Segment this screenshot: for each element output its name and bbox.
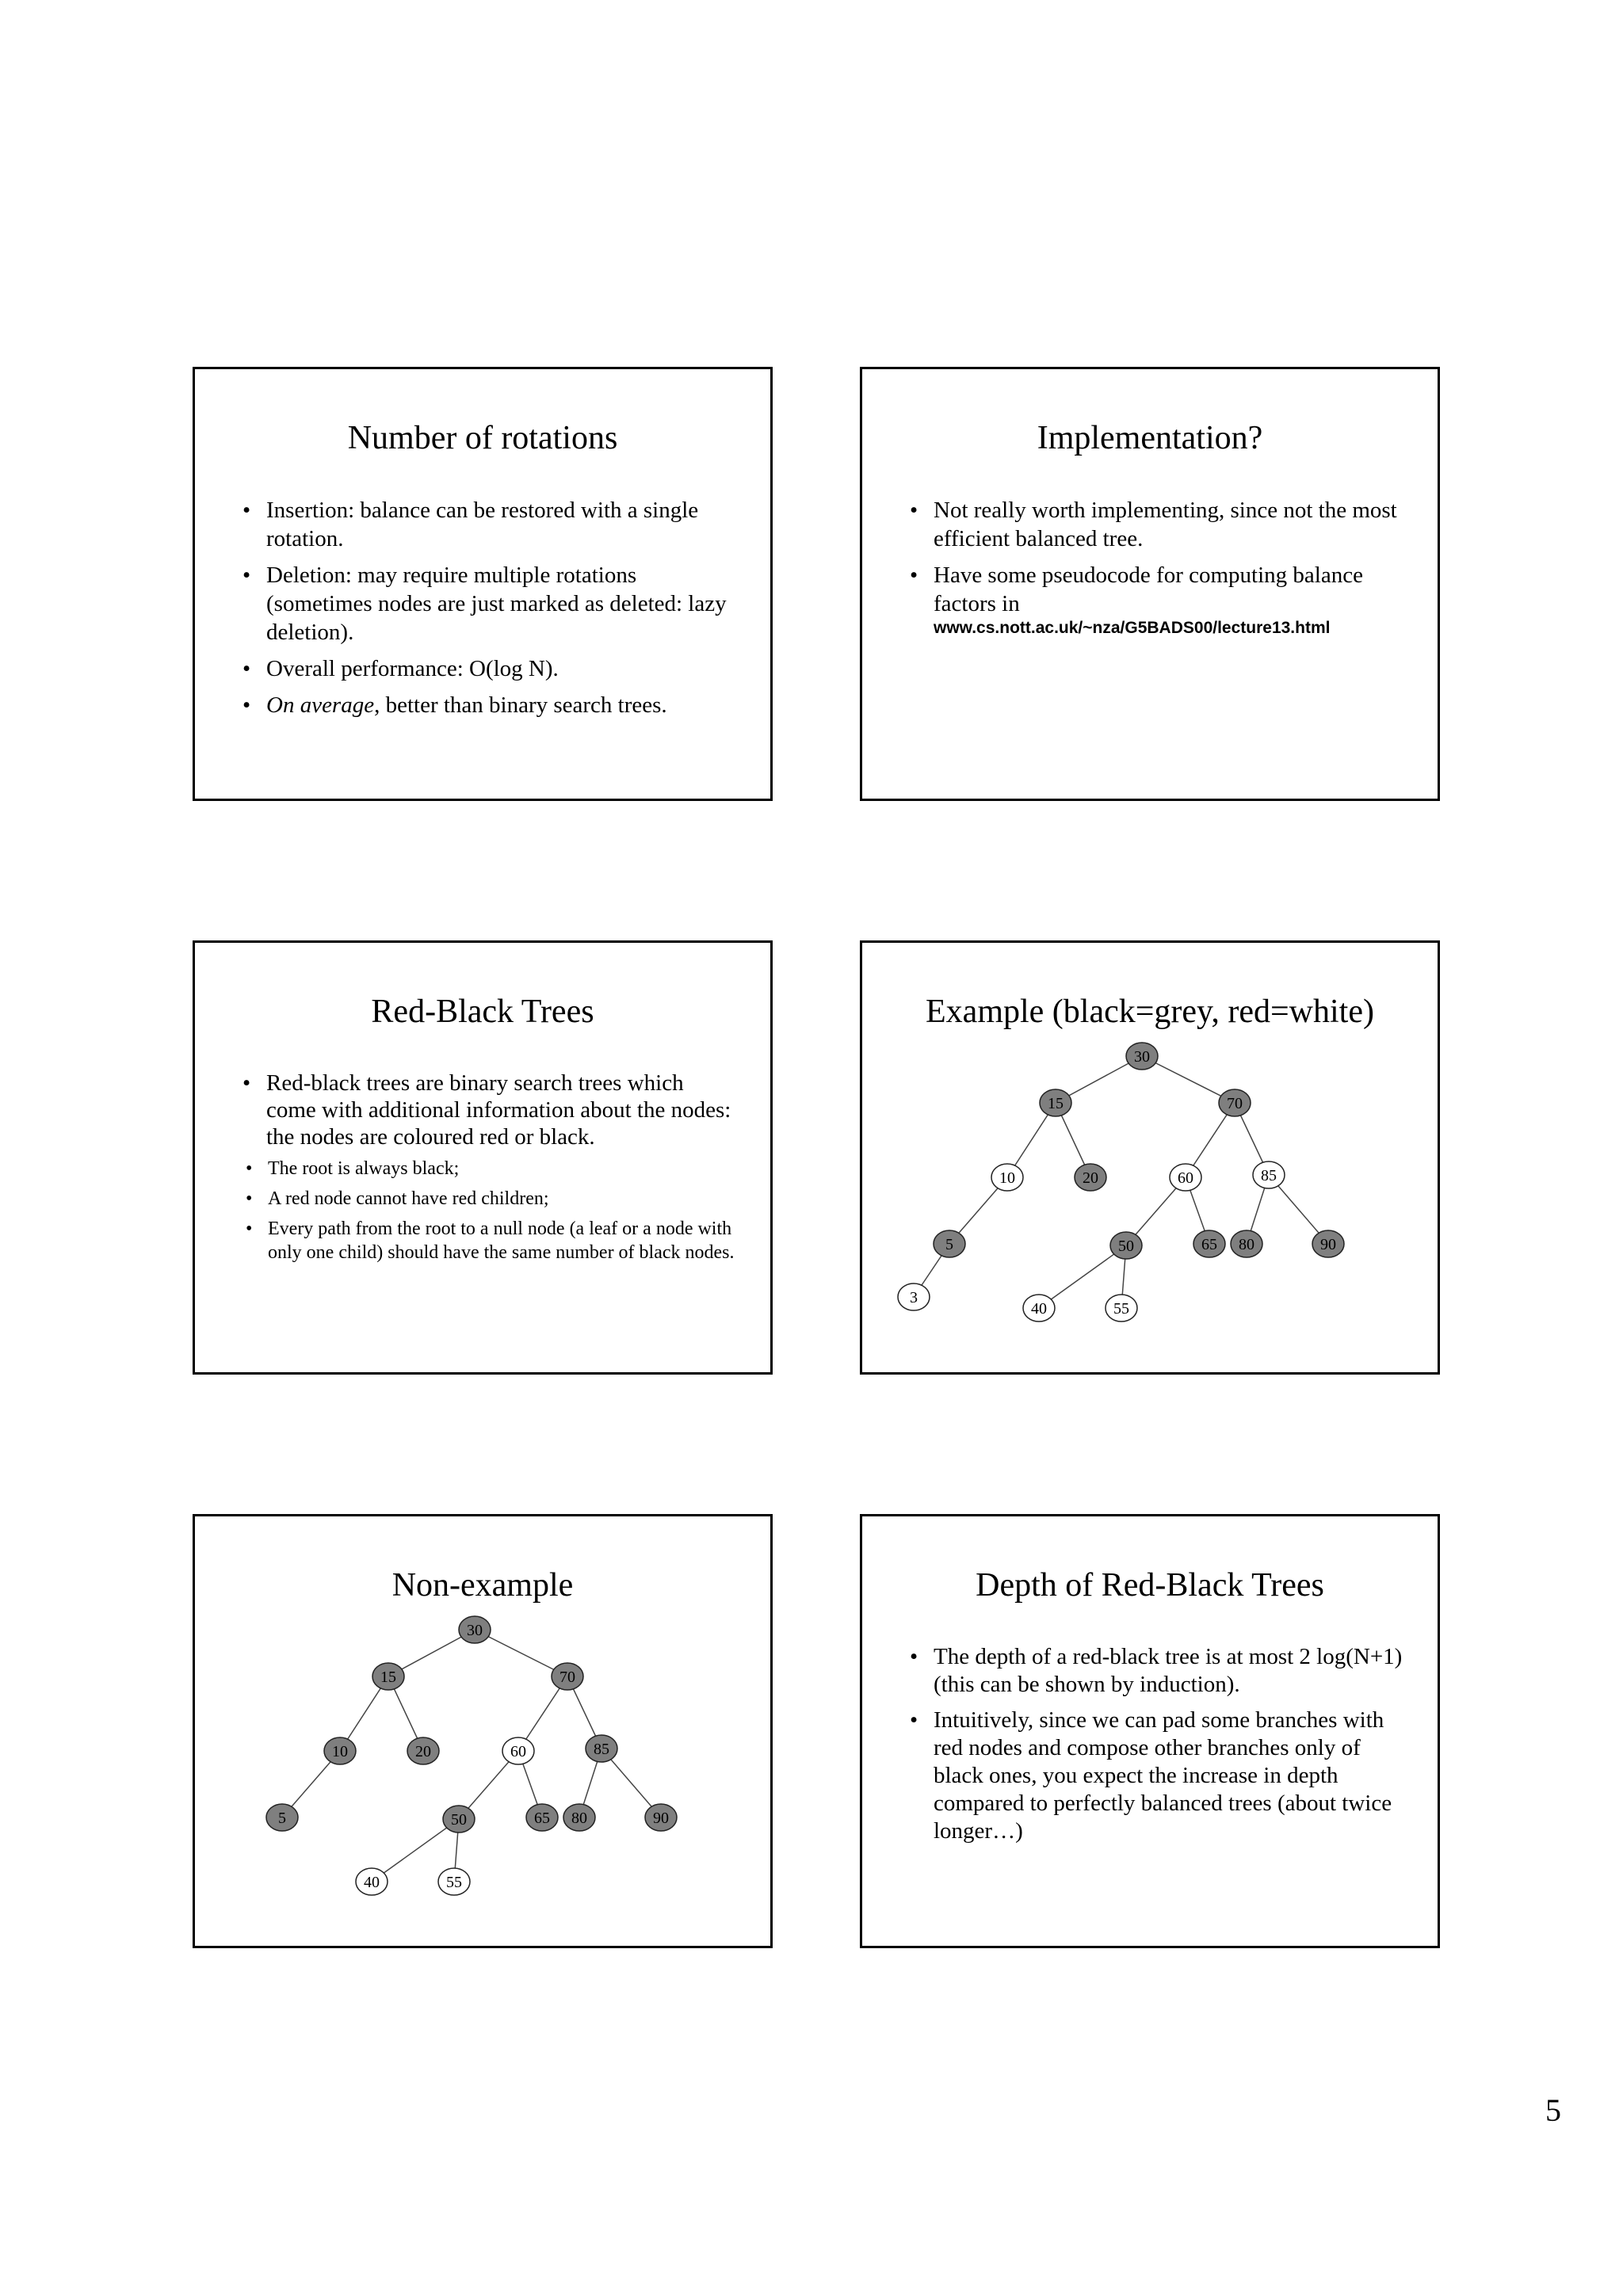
slide-title: Implementation? (1037, 420, 1263, 456)
tree-node-65 (526, 1804, 558, 1831)
tree-node-label: 70 (559, 1669, 575, 1686)
tree-node-label: 90 (653, 1810, 669, 1827)
bullet-item (242, 691, 739, 719)
tree-node-70 (1219, 1089, 1251, 1116)
tree-node-label: 60 (510, 1743, 526, 1760)
tree-node-label: 10 (332, 1743, 348, 1760)
tree-node-label: 50 (451, 1811, 467, 1829)
lecture-url-link[interactable]: www.cs.nott.ac.uk/~nza/G5BADS00/lecture13.html (934, 619, 1331, 637)
tree-node-label: 65 (534, 1810, 550, 1827)
tree-node-label: 30 (467, 1622, 483, 1639)
tree-node-60 (502, 1737, 534, 1764)
tree-node-label: 40 (1031, 1300, 1047, 1318)
tree-node-label: 20 (1083, 1169, 1098, 1187)
bullet-item (910, 561, 1406, 639)
bullet-text: Have some pseudocode for computing balance factors in (934, 563, 1363, 616)
tree-node-label: 55 (446, 1874, 462, 1891)
tree-node-5 (266, 1804, 298, 1831)
tree-node-55 (1106, 1295, 1137, 1322)
tree-node-label: 5 (945, 1236, 953, 1253)
bullet-list (910, 496, 1406, 646)
tree-node-20 (1075, 1164, 1106, 1191)
tree-node-label: 60 (1178, 1169, 1193, 1187)
tree-node-label: 50 (1118, 1238, 1134, 1255)
slide-title: Depth of Red-Black Trees (976, 1567, 1324, 1604)
tree-node-60 (1170, 1164, 1201, 1191)
tree-node-85 (586, 1735, 617, 1762)
sub-bullet-item: • A red node cannot have red children; (242, 1187, 739, 1211)
tree-node-3 (898, 1283, 930, 1310)
slide-title: Non-example (391, 1567, 574, 1604)
tree-node-label: 80 (1239, 1236, 1254, 1253)
tree-node-55 (438, 1868, 470, 1895)
tree-node-label: 30 (1134, 1048, 1150, 1066)
tree-node-85 (1253, 1161, 1285, 1188)
slide-non-example-tree (193, 1514, 773, 1948)
slide-title: Example (black=grey, red=white) (926, 994, 1374, 1030)
red-black-tree-diagram (862, 943, 1438, 1372)
tree-node-80 (1231, 1230, 1262, 1257)
tree-node-label: 80 (571, 1810, 587, 1827)
non-example-tree-diagram (195, 1516, 770, 1946)
tree-node-20 (407, 1737, 439, 1764)
bullet-text: , better than binary search trees. (374, 692, 667, 718)
tree-node-label: 20 (415, 1743, 431, 1760)
tree-node-30 (459, 1616, 491, 1643)
bullet-list (910, 1643, 1406, 1853)
page-number: 5 (1545, 2092, 1561, 2128)
tree-node-70 (552, 1663, 583, 1690)
tree-node-10 (991, 1164, 1023, 1191)
tree-node-label: 85 (1261, 1167, 1277, 1184)
sub-bullet-item: • The root is always black; (242, 1157, 739, 1180)
slide-title: Number of rotations (347, 420, 618, 456)
tree-node-label: 3 (910, 1289, 918, 1306)
slide-red-black-trees (193, 940, 773, 1375)
sub-bullet-list (242, 1157, 739, 1264)
bullet-item (242, 1070, 739, 1264)
bullet-list (242, 1070, 739, 1272)
tree-node-label: 90 (1320, 1236, 1336, 1253)
bullet-item: • Not really worth implementing, since not the most efficient balanced tree. (910, 496, 1406, 553)
bullet-list (242, 496, 739, 727)
bullet-item: • Deletion: may require multiple rotations (sometimes nodes are just marked as deleted: lazy deletion). (242, 561, 739, 646)
tree-node-90 (1312, 1230, 1344, 1257)
bullet-item: • Insertion: balance can be restored with a single rotation. (242, 496, 739, 553)
tree-node-label: 15 (1048, 1095, 1064, 1112)
tree-node-65 (1193, 1230, 1225, 1257)
tree-node-30 (1126, 1043, 1158, 1070)
tree-node-15 (372, 1663, 404, 1690)
bullet-item: • Overall performance: O(log N). (242, 654, 739, 683)
emphasis-text: On average (266, 692, 375, 718)
bullet-text: Red-black trees are binary search trees which come with additional information about the nodes: the nodes are coloured red or black. (266, 1070, 731, 1150)
tree-node-80 (563, 1804, 595, 1831)
slide-number-of-rotations (193, 367, 773, 801)
tree-node-90 (645, 1804, 677, 1831)
tree-node-label: 55 (1113, 1300, 1129, 1318)
tree-node-10 (324, 1737, 356, 1764)
tree-node-label: 40 (364, 1874, 380, 1891)
slide-implementation (860, 367, 1440, 801)
tree-node-40 (356, 1868, 388, 1895)
tree-node-label: 15 (380, 1669, 396, 1686)
tree-node-5 (934, 1230, 965, 1257)
slide-depth-of-red-black-trees (860, 1514, 1440, 1948)
tree-node-label: 85 (594, 1741, 609, 1758)
bullet-item: • Intuitively, since we can pad some branches with red nodes and compose other branches only of black ones, you expect the increase in depth compared to perfectly balanced trees (about twice longer…) (910, 1707, 1406, 1845)
tree-node-15 (1040, 1089, 1071, 1116)
tree-node-label: 5 (278, 1810, 286, 1827)
tree-node-40 (1023, 1295, 1055, 1322)
tree-node-label: 70 (1227, 1095, 1243, 1112)
tree-node-50 (443, 1806, 475, 1833)
sub-bullet-item: • Every path from the root to a null node (a leaf or a node with only one child) should have the same number of black nodes. (242, 1217, 739, 1264)
tree-node-50 (1110, 1232, 1142, 1259)
slide-title: Red-Black Trees (371, 994, 594, 1030)
tree-node-label: 65 (1201, 1236, 1217, 1253)
slide-example-tree (860, 940, 1440, 1375)
tree-node-label: 10 (999, 1169, 1015, 1187)
bullet-item: • The depth of a red-black tree is at most 2 log(N+1) (this can be shown by induction). (910, 1643, 1406, 1699)
